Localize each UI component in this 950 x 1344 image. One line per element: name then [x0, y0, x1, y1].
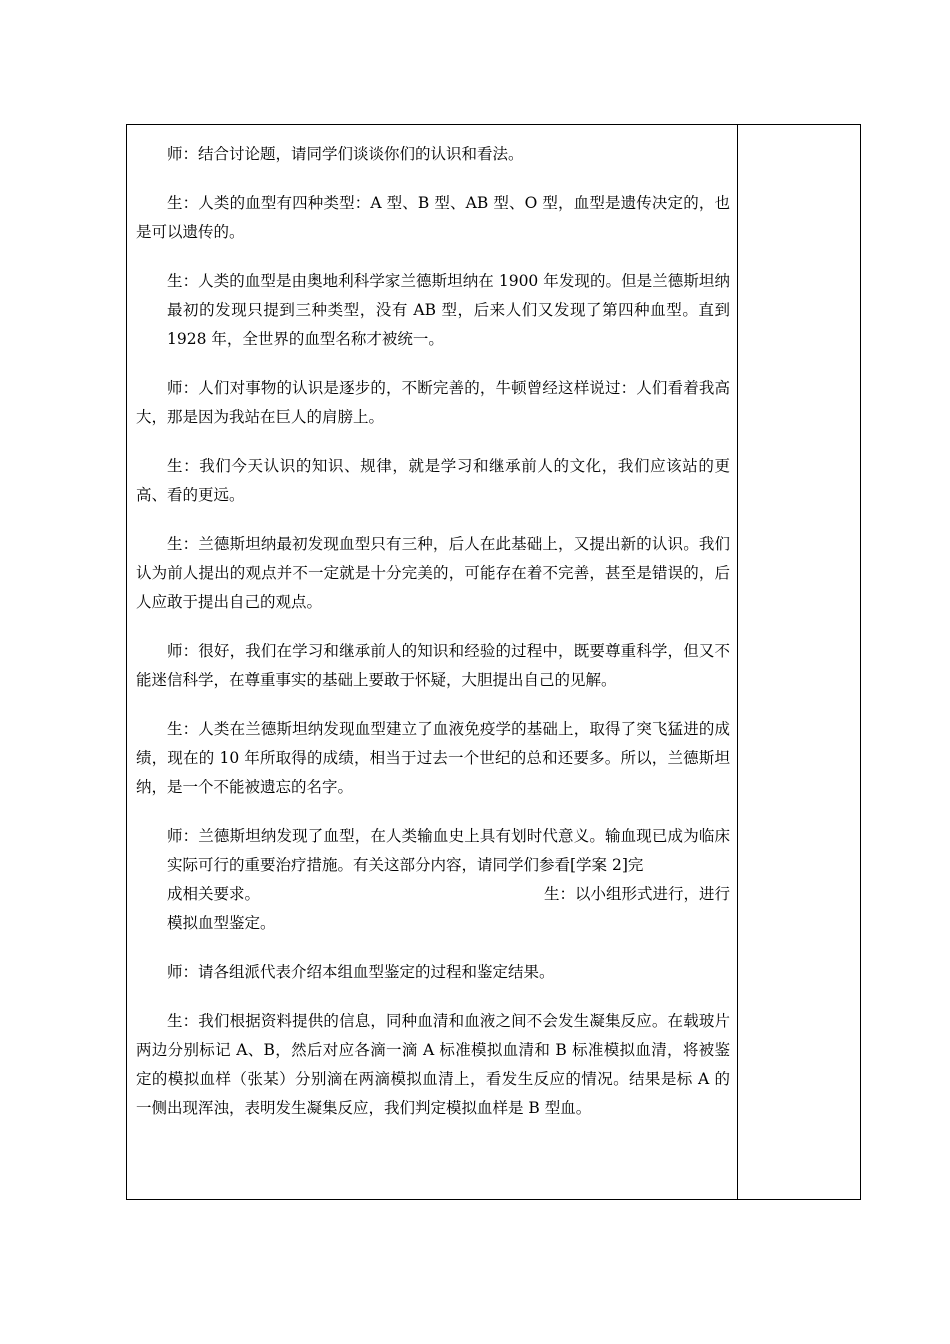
dialogue-student-5: 生：人类在兰德斯坦纳发现血型建立了血液免疫学的基础上，取得了突飞猛进的成绩，现在的 10 年所取得的成绩，相当于过去一个世纪的总和还要多。所以，兰德斯坦纳，是一个不能被遗忘的名字。 [136, 720, 730, 796]
dialogue-teacher-1: 师：结合讨论题，请同学们谈谈你们的认识和看法。 [167, 145, 524, 163]
dialogue-student-2: 生：人类的血型是由奥地利科学家兰德斯坦纳在 1900 年发现的。但是兰德斯坦纳最初的发现只提到三种类型，没有 AB 型，后来人们又发现了第四种血型。直到 1928 年，全世界的血型名称才被统一。 [167, 272, 730, 348]
dialogue-teacher-5: 师：请各组派代表介绍本组血型鉴定的过程和鉴定结果。 [167, 963, 555, 981]
dialogue-split-line [136, 880, 730, 909]
dialogue-cell [136, 140, 730, 1143]
notes-cell [738, 125, 860, 1199]
dialogue-teacher-4 [136, 822, 730, 880]
dialogue-teacher-4-text: 师：兰德斯坦纳发现了血型，在人类输血史上具有划时代意义。输血现已成为临床实际可行的重要治疗措施。有关这部分内容，请同学们参看[学案 2]完 [167, 827, 730, 874]
dialogue-student-6-end: 模拟血型鉴定。 [167, 914, 276, 932]
lesson-table [126, 124, 861, 1200]
dialogue-student-6-start: 生：以小组形式进行，进行 [543, 885, 730, 903]
dialogue-teacher-2: 师：人们对事物的认识是逐步的，不断完善的，牛顿曾经这样说过：人们看着我高大，那是因为我站在巨人的肩膀上。 [136, 379, 730, 426]
dialogue-teacher-3: 师：很好，我们在学习和继承前人的知识和经验的过程中，既要尊重科学，但又不能迷信科学，在尊重事实的基础上要敢于怀疑，大胆提出自己的见解。 [136, 642, 730, 689]
dialogue-teacher-4-end: 成相关要求。 [167, 885, 261, 903]
dialogue-student-7: 生：我们根据资料提供的信息，同种血清和血液之间不会发生凝集反应。在载玻片两边分别标记 A、B，然后对应各滴一滴 A 标准模拟血清和 B 标准模拟血清，将被鉴定的模拟血样（张某）分别滴在两滴模拟血清上，看发生反应的情况。结果是标 A 的一侧出现浑浊，表明发生凝集反应，我们判定模拟血样是 B 型血。 [136, 1012, 730, 1117]
dialogue-student-3: 生：我们今天认识的知识、规律，就是学习和继承前人的文化，我们应该站的更高、看的更远。 [136, 457, 730, 504]
dialogue-student-1: 生：人类的血型有四种类型：A 型、B 型、AB 型、O 型，血型是遗传决定的，也是可以遗传的。 [136, 194, 730, 241]
dialogue-student-4: 生：兰德斯坦纳最初发现血型只有三种，后人在此基础上，又提出新的认识。我们认为前人提出的观点并不一定就是十分完美的，可能存在着不完善，甚至是错误的，后人应敢于提出自己的观点。 [136, 535, 730, 611]
